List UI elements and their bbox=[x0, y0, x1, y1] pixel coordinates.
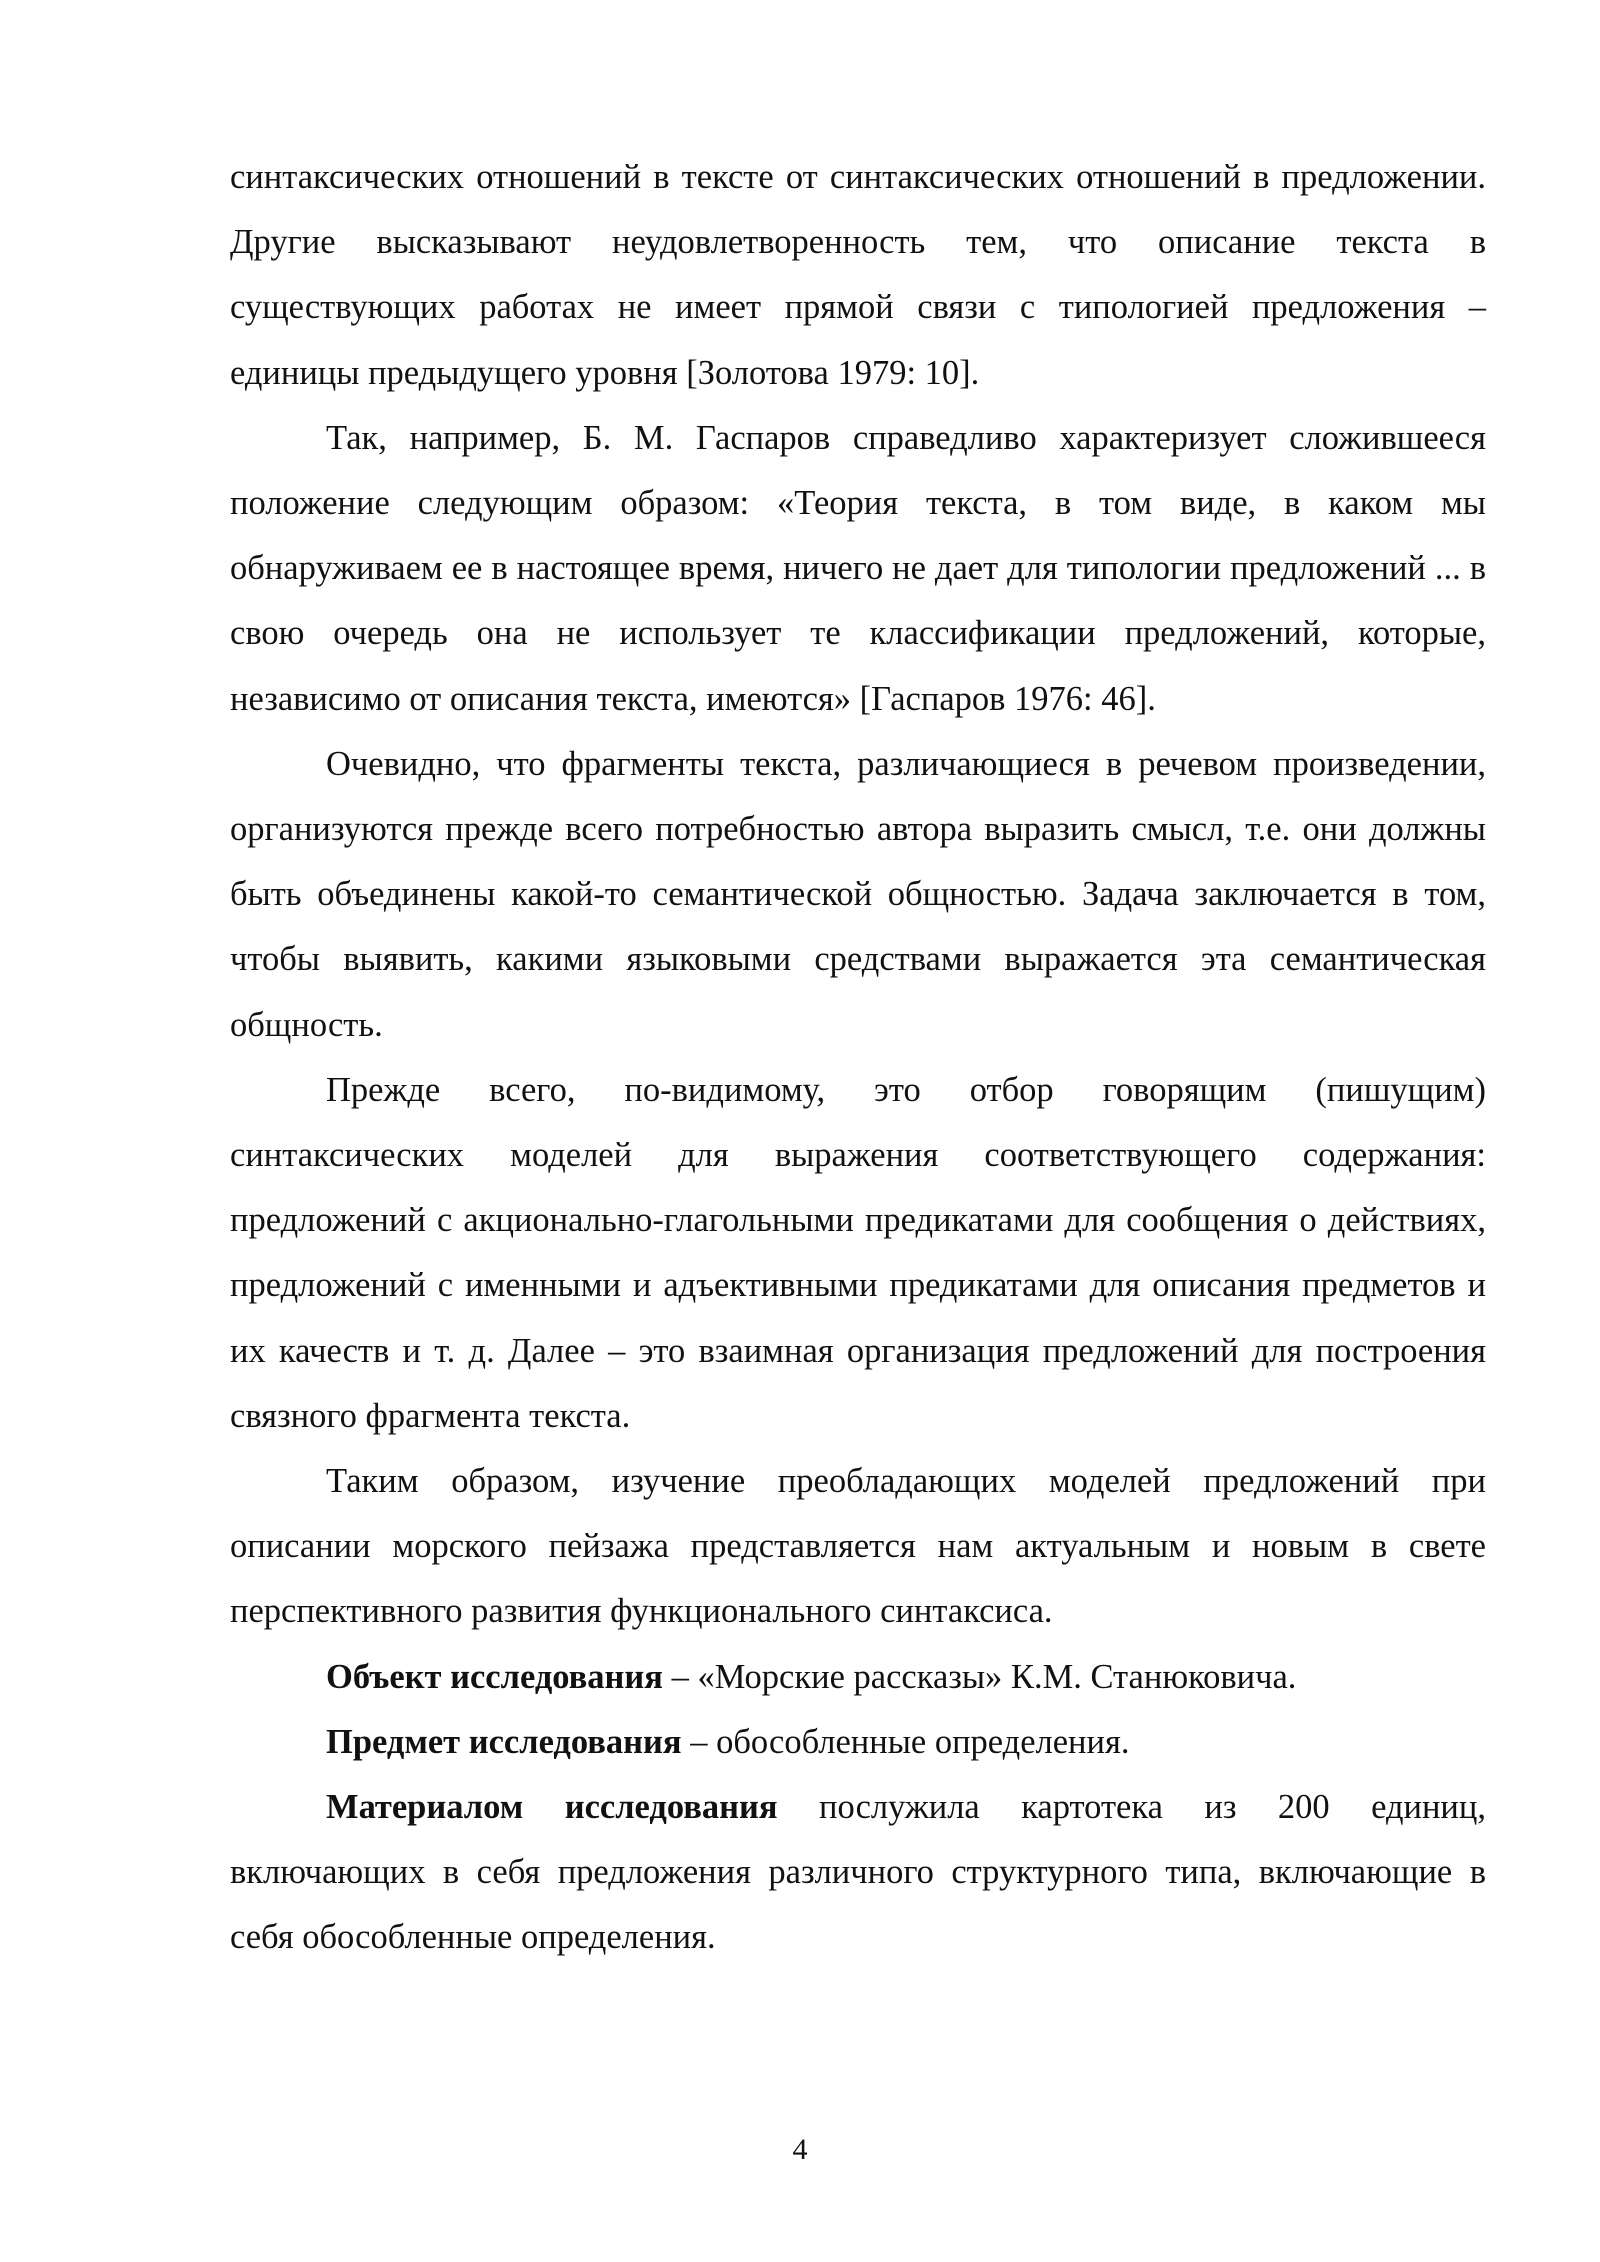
research-material bbox=[230, 1775, 1486, 1971]
research-object-term: Объект исследования bbox=[326, 1657, 663, 1696]
research-material-text: послужила картотека из 200 единиц, включающих в себя предложения различного структурного типа, включающие в себя обособленные определения. bbox=[230, 1788, 1486, 1957]
paragraph-syntactic-models: Прежде всего, по-видимому, это отбор говорящим (пишущим) синтаксических моделей для выражения соответствующего содержания: предложений с акционально-глагольными предикатами для сообщения о действиях, предложений с именными и адъективными предикатами для описания предметов и их качеств и т. д. Далее – это взаимная организация предложений для построения связного фрагмента текста. bbox=[230, 1070, 1486, 1435]
page-number: 4 bbox=[792, 2133, 808, 2166]
research-subject-text: – обособленные определения. bbox=[681, 1722, 1130, 1761]
body-text bbox=[230, 145, 1486, 1971]
research-object bbox=[230, 1645, 1486, 1710]
research-material-term: Материалом исследования bbox=[326, 1788, 778, 1827]
paragraph-semantic-unity: Очевидно, что фрагменты текста, различающиеся в речевом произведении, организуются прежде всего потребностью автора выразить смысл, т.е. они должны быть объединены какой-то семантической общностью. Задача заключается в том, чтобы выявить, какими языковыми средствами выражается эта семантическая общность. bbox=[230, 744, 1486, 1044]
paragraph-gasparov-quote: Так, например, Б. М. Гаспаров справедливо характеризует сложившееся положение следующим образом: «Теория текста, в том виде, в каком мы обнаруживаем ее в настоящее время, ничего не дает для типологии предложений ... в свою очередь она не использует те классификации предложений, которые, независимо от описания текста, имеются» [Гаспаров 1976: 46]. bbox=[230, 418, 1486, 718]
research-subject-term: Предмет исследования bbox=[326, 1722, 682, 1761]
research-subject bbox=[230, 1710, 1486, 1775]
paragraph-relevance: Таким образом, изучение преобладающих моделей предложений при описании морского пейзажа представляется нам актуальным и новым в свете перспективного развития функционального синтаксиса. bbox=[230, 1462, 1486, 1631]
paragraph-continuation: синтаксических отношений в тексте от синтаксических отношений в предложении. Другие высказывают неудовлетворенность тем, что описание текста в существующих работах не имеет прямой связи с типологией предложения – единицы предыдущего уровня [Золотова 1979: 10]. bbox=[230, 158, 1486, 392]
research-object-text: – «Морские рассказы» К.М. Станюковича. bbox=[662, 1657, 1297, 1696]
